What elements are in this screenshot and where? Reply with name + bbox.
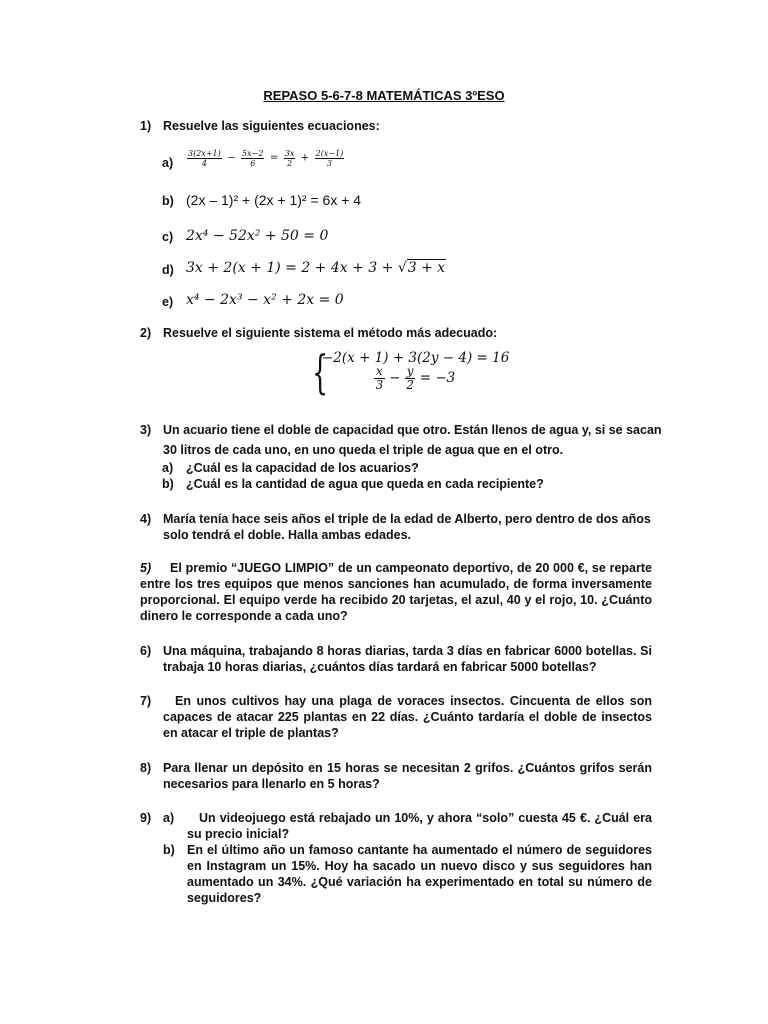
question-number: 1) [140, 119, 152, 133]
q1-item-b-label: b) [162, 194, 174, 208]
question-9 [140, 810, 652, 906]
question-6 [140, 643, 652, 675]
question-number: 3) [140, 423, 152, 437]
question-5 [140, 560, 652, 624]
question-8 [140, 760, 652, 792]
question-text: En unos cultivos hay una plaga de voraces insectos. Cincuenta de ellos son capaces de atacar 225 plantas en 22 días. ¿Cuánto tardaría el doble de insectos en atacar el triple de plantas? [163, 694, 652, 740]
q1-equation-d: 3x + 2(x + 1) = 2 + 4x + 3 + √3 + x [186, 260, 446, 276]
q3-item-a: a) ¿Cuál es la capacidad de los acuarios? [162, 461, 419, 475]
question-number: 8) [140, 761, 152, 775]
q1-item-a-label: a) [162, 156, 174, 170]
question-4 [140, 511, 652, 543]
q1-item-c-label: c) [162, 230, 174, 244]
question-text: Resuelve el siguiente sistema el método más adecuado: [163, 326, 498, 340]
system-equation-2: $\frac{x}{3}$ − $\frac{y}{2}$ = −3 [375, 364, 456, 392]
question-text-line: Un acuario tiene el doble de capacidad que otro. Están llenos de agua y, si se sacan [163, 423, 662, 437]
system-brace: { [312, 345, 329, 399]
q1-equation-e: x⁴ − 2x³ − x² + 2x = 0 [186, 292, 344, 308]
q9-item-a: a) Un videojuego está rebajado un 10%, y ahora “solo” cuesta 45 €. ¿Cuál era su precio inicial? [163, 811, 652, 841]
q1-equation-c: 2x⁴ − 52x² + 50 = 0 [186, 228, 329, 244]
question-7 [140, 693, 652, 741]
question-number: 7) [140, 694, 152, 708]
q1-equation-b: (2x – 1)² + (2x + 1)² = 6x + 4 [186, 192, 362, 208]
q3-item-b: b) ¿Cuál es la cantidad de agua que queda en cada recipiente? [162, 477, 544, 491]
page-title: REPASO 5-6-7-8 MATEMÁTICAS 3ºESO [263, 88, 505, 103]
question-1 [140, 118, 652, 134]
question-3 [140, 422, 662, 458]
q9-item-b: b) En el último año un famoso cantante ha aumentado el número de seguidores en Instagram un 15%. Hoy ha sacado un nuevo disco y sus seguidores han aumentado un 34%. ¿Qué variación ha experimentado en total su número de seguidores? [163, 843, 652, 905]
question-text: María tenía hace seis años el triple de la edad de Alberto, pero dentro de dos años solo tendrá el doble. Halla ambas edades. [163, 512, 651, 542]
system-equation-1: −2(x + 1) + 3(2y − 4) = 16 [322, 350, 510, 366]
q1-item-e-label: e) [162, 295, 174, 309]
question-number: 9) [140, 811, 152, 825]
question-number: 5) [140, 561, 152, 575]
question-text: El premio “JUEGO LIMPIO” de un campeonato deportivo, de 20 000 €, se reparte entre los tres equipos que menos sanciones han acumulado, de forma inversamente proporcional. El equipo verde ha recibido 20 tarjetas, el azul, 40 y el rojo, 10. ¿Cuánto dinero le corresponde a cada uno? [140, 561, 652, 623]
question-number: 4) [140, 512, 152, 526]
question-text-line: 30 litros de cada uno, en uno queda el triple de agua que en el otro. [163, 443, 564, 457]
q1-item-d-label: d) [162, 263, 174, 277]
question-text: Para llenar un depósito en 15 horas se necesitan 2 grifos. ¿Cuántos grifos serán necesarios para llenarlo en 5 horas? [163, 761, 652, 791]
question-number: 6) [140, 644, 152, 658]
question-number: 2) [140, 326, 152, 340]
question-text: Una máquina, trabajando 8 horas diarias, tarda 3 días en fabricar 6000 botellas. Si trabaja 10 horas diarias, ¿cuántos días tardará en fabricar 5000 botellas? [163, 644, 652, 674]
question-2 [140, 325, 652, 341]
question-text: Resuelve las siguientes ecuaciones: [163, 119, 380, 133]
q1-equation-a: $\frac{3(2x+1)}{4}$ − $\frac{5x-2}{6}$ = $\frac{3x}{2}$ + $\frac{2(x-1)}{3}$ [188, 149, 344, 168]
